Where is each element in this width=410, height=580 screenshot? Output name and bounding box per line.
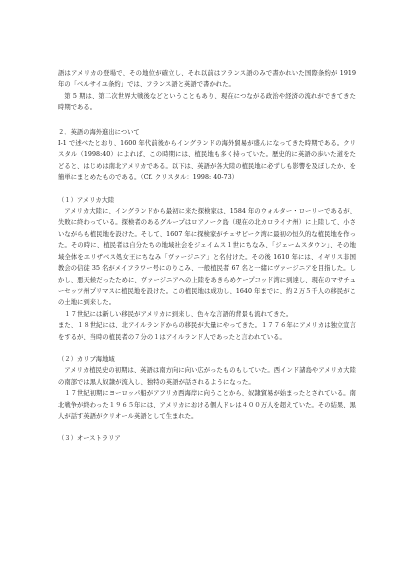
subsection-americas-paragraph-2: １７世紀には新しい移民がアメリカに到来し、色々な言語的背景も流れてきた。 (64, 310, 293, 318)
spacer (58, 114, 356, 127)
subsection-americas-paragraph-1: アメリカ大陸に、イングランドから最初に来た探検家は、1584 年のウォルター・ローリーであるが、失敗に終わっている。探検者のあるグループはロアノーク島（現在の北カロライナ州）に上陸して、小さいながらも植民地を設けた。そして、1607 年に探検家がチェサピーク湾に最初の恒久的な植民地を作った。その時に、植民者は自分たちの地域社会をジェイムス１世にちなみ、「ジェームスタウン」、その地域全体をエリザベス処女王にちなみ「ヴァージニア」と名付けた。その後 1610 年には、イギリス非国教会の信徒 35 名がメイフラワー号にのりこみ、一般植民者 67 名と一緒にヴァージニアを目指した。しかし、悪天候だったために、ヴァージニアへの上陸をあきらめケープコッド湾に到達し、現在のマサチューセッツ州プリマスに植民地を設けた。この植民地は成功し、1640 年までに、約２万５千人の移民がこの土地に到来した。 (58, 208, 356, 307)
subsection-americas-paragraph-3: また、１８世紀には、北アイルランドからの移民が大量にやってきた。１７７６年にアメリカは独立宣言をするが、当時の植民者の７分の１はアイルランド人であったと言われている。 (58, 322, 356, 341)
intro-paragraph-1: 語はアメリカの登場で、その地位が確立し、それ以前はフランス語のみで書かれいた国際条約が 1919 年の「ベルサイユ条約」では、フランス語と英語で書かれた。 (58, 70, 356, 89)
section-heading-2: ２．英語の海外進出について (58, 128, 140, 136)
section-2-body: Ⅰ-1 で述べたとおり、1600 年代前後からイングランドの海外貿易が盛んになってきた時期である。クリスタル（1998:40）によれば、この時期には、植民地も多く持っていた。歴史的に英語の歩いた道をたどると、はじめは南北アメリカである。以下は、英語が各大陸の植民地に必ずしも影響を及ぼしたか、を簡単にまとめたものである。（Cf. クリスタル：1998: 40-73） (58, 140, 356, 182)
intro-paragraph-2: 第 5 期は、第二次世界大戦後などということもあり、現在につながる政治や経済の流れができてきた時期である。 (58, 92, 356, 112)
spacer (58, 343, 356, 354)
subsection-heading-americas: （１）アメリカ大陸 (58, 196, 115, 204)
subsection-caribbean-paragraph-2: １７世紀初期にヨーロッパ船がアフリカ西海岸に向うことから、奴隷貿易が始まったとされている。南北戦争が終わった１９６５年には、アメリカにおける個人ドレは４００万人を超えていた。その結果、黒人が話す英語がクリオール英語として生まれた。 (58, 390, 356, 420)
spacer (58, 422, 356, 433)
document-page (58, 68, 356, 445)
subsection-heading-australia: （３）オーストラリア (58, 435, 121, 443)
subsection-heading-caribbean: （２）カリブ海地域 (58, 355, 115, 363)
subsection-caribbean-paragraph-1: アメリカ植民史の初期は、英語は南方向に向い広がったものもしていた。西インド諸島やアメリカ大陸の南部では黒人奴隷が流入し、独特の英語が話されるようになった。 (58, 367, 356, 386)
spacer (58, 184, 356, 195)
